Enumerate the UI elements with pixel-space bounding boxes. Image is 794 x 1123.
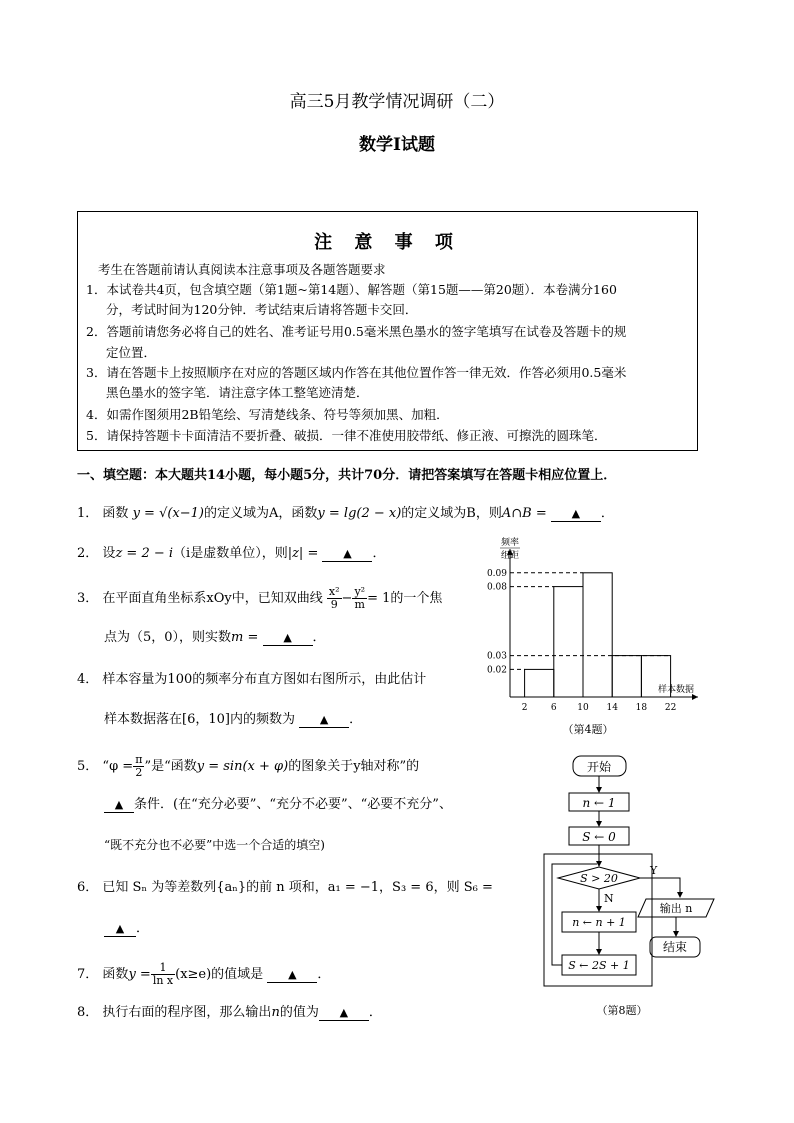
y-tick-4: 0.09 — [486, 568, 507, 579]
question-8: 8． 执行右面的程序图，那么输出n的值为 ▲ ． — [77, 1005, 382, 1020]
histogram-caption: （第4题） — [562, 723, 614, 736]
q4-answer-blank[interactable]: ▲ — [299, 713, 349, 728]
x-tick-3: 10 — [577, 703, 589, 713]
x-tick-4: 14 — [606, 703, 618, 713]
flow-end-label: 结束 — [662, 940, 688, 954]
q3-answer-blank[interactable]: ▲ — [263, 631, 313, 646]
notice-item-1b: 分，考试时间为120分钟．考试结束后请将答题卡交回． — [106, 302, 418, 317]
x-tick-2: 6 — [550, 703, 557, 713]
flow-yes-label: Y — [650, 864, 658, 877]
q3-fraction-y: $\frac{\text{y²}}{m}$ — [354, 585, 366, 611]
notice-item-4: 4．如需作图须用2B铅笔绘、写清楚线条、符号等须加黑、加粗． — [86, 407, 449, 422]
question-2: 2． 设z = 2 − i（i是虚数单位），则|z| = ▲ ． — [77, 546, 386, 561]
q6-answer-blank[interactable]: ▲ — [104, 922, 136, 937]
question-1: 1． 函数 y = √(x−1)的定义域为A，函数y = lg(2 − x)的定义域为B，则A∩B = ▲ ． — [77, 506, 614, 521]
question-3: 3． 在平面直角坐标系xOy中，已知双曲线 $\frac{\text{x²}}{9}$ − $\frac{\text{y²}}{m}$ = 1的一个焦 — [77, 585, 443, 611]
flow-condition-label: S > 20 — [580, 872, 618, 885]
q5-fraction-pi: $\frac{\pi}{2}$ — [135, 753, 143, 779]
notice-heading: 注 意 事 项 — [314, 232, 461, 253]
page-title: 高三5月教学情况调研（二） — [289, 92, 505, 112]
question-7: 7． 函数y = $\frac{1}{\text{ln x}}$ (x≥e)的值域是 ▲ ． — [77, 961, 331, 987]
x-tick-5: 18 — [635, 703, 648, 713]
histogram-chart — [480, 535, 720, 745]
notice-item-3b: 黑色墨水的签字笔．请注意字体工整笔迹清楚． — [106, 385, 369, 400]
q1-answer-blank[interactable]: ▲ — [551, 507, 601, 522]
question-3-line2: 点为（5，0），则实数m = ▲ ． — [104, 630, 326, 645]
y-label-bottom: 组距 — [500, 551, 520, 561]
flow-caption: （第8题） — [596, 1004, 648, 1017]
question-5: 5． “φ = $\frac{\pi}{2}$ ”是“函数y = sin(x + φ)的图象关于y轴对称”的 — [77, 753, 420, 779]
page-subtitle: 数学Ⅰ试题 — [359, 135, 435, 155]
y-tick-3: 0.08 — [486, 582, 507, 593]
section-heading: 一、填空题：本大题共14小题，每小题5分，共计70分．请把答案填写在答题卡相应位置上． — [77, 468, 617, 483]
q1-number: 1． — [77, 506, 99, 521]
notice-item-5: 5．请保持答题卡卡面清洁不要折叠、破损．一律不准使用胶带纸、修正液、可擦洗的圆珠笔． — [86, 428, 607, 443]
notice-intro: 考生在答题前请认真阅读本注意事项及各题答题要求 — [98, 262, 386, 277]
q7-fraction: $\frac{1}{\text{ln x}}$ — [152, 961, 174, 987]
question-4: 4． 样本容量为100的频率分布直方图如右图所示，由此估计 — [77, 672, 427, 687]
flow-init-n-label: n ← 1 — [582, 796, 616, 810]
q8-answer-blank[interactable]: ▲ — [319, 1006, 369, 1021]
x-tick-1: 2 — [521, 703, 528, 713]
question-4-line2: 样本数据落在[6，10]内的频数为 ▲ ． — [104, 712, 363, 727]
flowchart — [538, 750, 728, 1025]
histogram-bar-3 — [583, 573, 612, 697]
notice-box — [77, 211, 698, 451]
flow-no-label: N — [604, 892, 614, 905]
flow-output-label: 输出 n — [659, 902, 693, 915]
histogram-bar-4 — [612, 656, 641, 697]
notice-item-3: 3．请在答题卡上按照顺序在对应的答题区域内作答在其他位置作答一律无效．作答必须用0.5毫米 — [86, 365, 627, 380]
y-tick-2: 0.03 — [486, 651, 507, 662]
y-label-top: 频率 — [500, 538, 520, 548]
histogram-bar-1 — [525, 669, 554, 697]
histogram-layer — [487, 536, 698, 736]
x-tick-6: 22 — [664, 703, 677, 713]
x-label: 样本数据 — [657, 685, 694, 695]
flow-init-s-label: S ← 0 — [582, 830, 616, 844]
histogram-bar-2 — [554, 587, 583, 697]
flow-upd-s-label: S ← 2S + 1 — [568, 959, 630, 972]
q7-answer-blank[interactable]: ▲ — [267, 968, 317, 983]
q3-fraction-x: $\frac{\text{x²}}{9}$ — [328, 585, 340, 611]
q5-answer-blank[interactable]: ▲ — [104, 798, 134, 813]
notice-item-1: 1．本试卷共4页，包含填空题（第1题~第14题）、解答题（第15题——第20题）．本卷满分160 — [86, 282, 617, 297]
notice-item-2b: 定位置． — [106, 345, 157, 360]
question-6: 6． 已知 Sₙ 为等差数列{aₙ}的前 n 项和，a₁ = −1，S₃ = 6，则 S₆ = — [77, 880, 493, 895]
q2-answer-blank[interactable]: ▲ — [322, 547, 372, 562]
y-tick-1: 0.02 — [486, 665, 507, 676]
question-5-line3: “既不充分也不必要”中选一个合适的填空) — [104, 838, 325, 852]
question-6-line2: ▲ ． — [104, 920, 149, 938]
flow-inc-n-label: n ← n + 1 — [572, 916, 626, 929]
flow-start-label: 开始 — [586, 760, 612, 774]
question-5-line2: ▲ 条件．(在“充分必要”、“充分不必要”、“必要不充分”、 — [104, 796, 452, 814]
notice-item-2: 2．答题前请您务必将自己的姓名、准考证号用0.5毫米黑色墨水的签字笔填写在试卷及答题卡的规 — [86, 324, 627, 339]
